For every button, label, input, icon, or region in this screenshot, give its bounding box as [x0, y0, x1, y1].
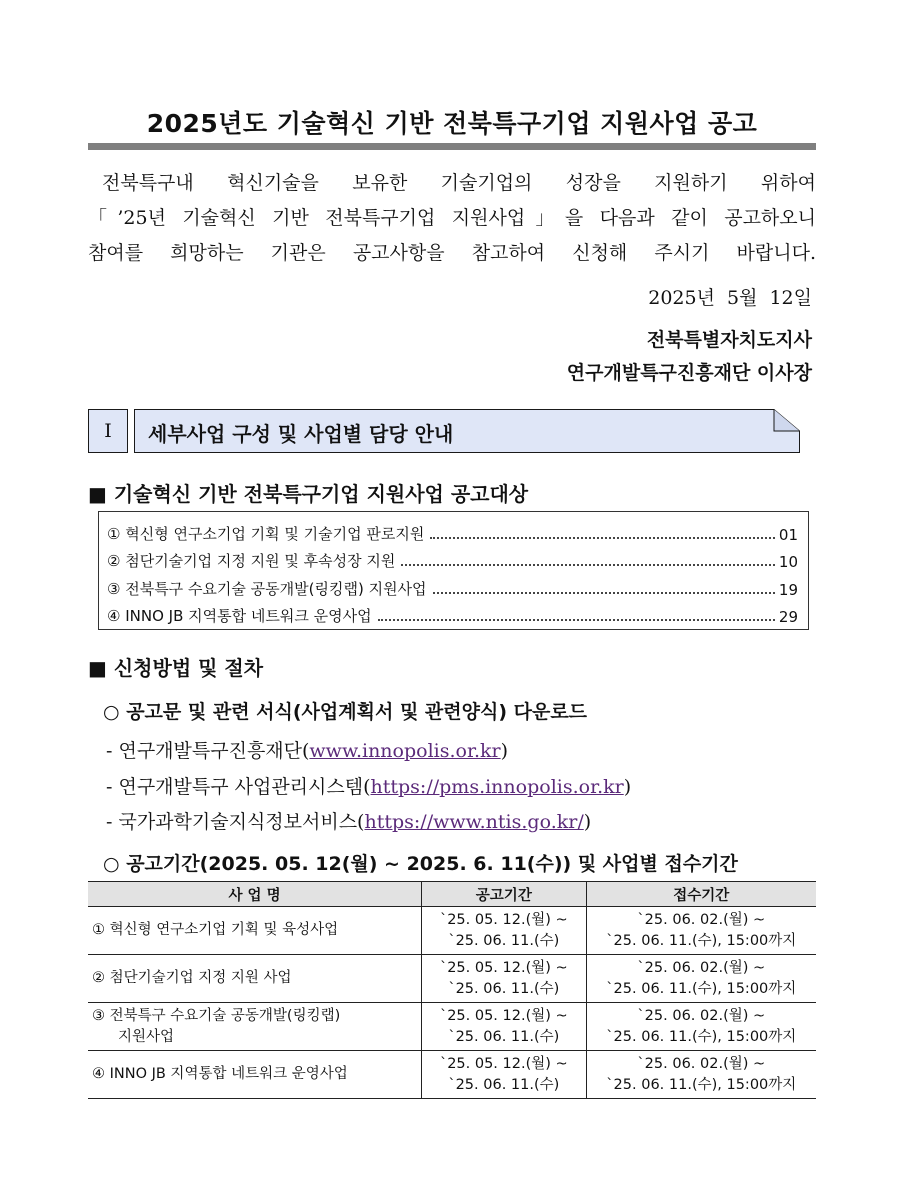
toc-row[interactable]	[107, 516, 798, 544]
toc-page-number: 01	[778, 525, 798, 544]
pms-link[interactable]: https://pms.innopolis.or.kr	[370, 776, 624, 798]
toc-row[interactable]	[107, 599, 798, 627]
table-row	[88, 1003, 816, 1051]
schedule-table	[88, 881, 816, 1099]
toc-label: ③ 전북특구 수요기술 공동개발(링킹랩) 지원사업	[107, 579, 427, 598]
intro-paragraph	[88, 166, 816, 271]
table-row	[88, 955, 816, 1003]
toc-label: ① 혁신형 연구소기업 기획 및 기술기업 판로지원	[107, 524, 425, 543]
period-end: `25. 06. 11.(수)	[448, 932, 560, 949]
announcement-period-cell	[422, 955, 587, 1003]
period-start: `25. 05. 12.(월) ~	[439, 1007, 568, 1024]
header-business-name: 사 업 명	[88, 882, 422, 907]
announcement-date: 2025년 5월 12일	[648, 287, 812, 309]
reception-period-cell	[586, 907, 816, 955]
header-announcement-period: 공고기간	[422, 882, 587, 907]
business-name: ① 혁신형 연구소기업 기획 및 육성사업	[92, 922, 339, 938]
period-end: `25. 06. 11.(수)	[448, 980, 560, 997]
intro-line-3: 참여를 희망하는 기관은 공고사항을 참고하여 신청해 주시기 바랍니다.	[88, 242, 816, 264]
link-item-pms	[106, 772, 631, 799]
announcement-period-cell	[422, 907, 587, 955]
link-prefix: - 국가과학기술지식정보서비스(	[106, 811, 365, 833]
business-name-continued: 지원사업	[118, 1028, 175, 1045]
toc-row[interactable]	[107, 544, 798, 572]
reception-period-cell	[586, 955, 816, 1003]
period-start: `25. 06. 02.(월) ~	[637, 1055, 766, 1072]
period-end: `25. 06. 11.(수), 15:00까지	[606, 932, 797, 949]
table-row	[88, 907, 816, 955]
period-start: `25. 06. 02.(월) ~	[637, 911, 766, 928]
toc-label: ④ INNO JB 지역통합 네트워크 운영사업	[107, 607, 372, 625]
period-title: ○ 공고기간(2025. 05. 12(월) ~ 2025. 6. 11(수)) 및 사업별 접수기간	[103, 853, 738, 875]
section-title: 세부사업 구성 및 사업별 담당 안내	[148, 422, 454, 446]
section-number: I	[104, 420, 112, 442]
header-reception-period: 접수기간	[586, 882, 816, 907]
period-start: `25. 06. 02.(월) ~	[637, 1007, 766, 1024]
period-start: `25. 05. 12.(월) ~	[439, 959, 568, 976]
business-name-cell	[88, 1051, 422, 1099]
toc-label: ② 첨단기술기업 지정 지원 및 후속성장 지원	[107, 552, 396, 570]
table-header-row	[88, 882, 816, 907]
intro-line-2: 「’25년 기술혁신 기반 전북특구기업 지원사업」을 다음과 같이 공고하오니	[88, 207, 816, 229]
signer-foundation-head: 연구개발특구진흥재단 이사장	[566, 362, 812, 384]
table-row	[88, 1051, 816, 1099]
business-name: ④ INNO JB 지역통합 네트워크 운영사업	[92, 1066, 348, 1082]
period-start: `25. 05. 12.(월) ~	[439, 911, 568, 928]
toc-page-number: 19	[778, 580, 798, 599]
link-prefix: - 연구개발특구진흥재단(	[106, 740, 310, 762]
business-name: ③ 전북특구 수요기술 공동개발(링킹랩)	[92, 1007, 341, 1024]
business-name: ② 첨단기술기업 지정 지원 사업	[92, 970, 292, 986]
period-end: `25. 06. 11.(수), 15:00까지	[606, 980, 797, 997]
reception-period-cell	[586, 1051, 816, 1099]
announcement-period-cell	[422, 1051, 587, 1099]
period-start: `25. 06. 02.(월) ~	[637, 959, 766, 976]
ntis-link[interactable]: https://www.ntis.go.kr/	[364, 811, 584, 833]
period-start: `25. 05. 12.(월) ~	[439, 1055, 568, 1072]
toc-page-number: 10	[778, 553, 798, 571]
innopolis-link[interactable]: www.innopolis.or.kr	[309, 740, 501, 762]
period-end: `25. 06. 11.(수)	[448, 1076, 560, 1093]
reception-period-cell	[586, 1003, 816, 1051]
period-end: `25. 06. 11.(수), 15:00까지	[606, 1076, 797, 1093]
targets-heading: ■ 기술혁신 기반 전북특구기업 지원사업 공고대상	[88, 482, 529, 506]
section-number-box	[88, 409, 128, 453]
procedure-heading: ■ 신청방법 및 절차	[88, 656, 264, 680]
signer-governor: 전북특별자치도지사	[646, 329, 812, 351]
targets-toc-box	[98, 511, 809, 630]
period-end: `25. 06. 11.(수), 15:00까지	[606, 1028, 797, 1045]
business-name-cell	[88, 955, 422, 1003]
business-name-cell	[88, 1003, 422, 1051]
toc-leader-dots	[378, 619, 775, 621]
toc-leader-dots	[401, 564, 775, 566]
toc-leader-dots	[433, 592, 775, 594]
link-suffix: )	[500, 740, 509, 762]
link-item-ntis	[106, 807, 591, 834]
toc-page-number: 29	[778, 608, 798, 626]
link-suffix: )	[583, 811, 592, 833]
toc-leader-dots	[430, 537, 775, 539]
link-prefix: - 연구개발특구 사업관리시스템(	[106, 776, 371, 798]
intro-line-1: 전북특구내 혁신기술을 보유한 기술기업의 성장을 지원하기 위하여	[102, 172, 816, 194]
download-title: ○ 공고문 및 관련 서식(사업계획서 및 관련양식) 다운로드	[103, 701, 588, 723]
link-item-innopolis	[106, 736, 508, 763]
announcement-period-cell	[422, 1003, 587, 1051]
page-title: 2025년도 기술혁신 기반 전북특구기업 지원사업 공고	[146, 109, 758, 138]
title-underline	[88, 143, 816, 150]
link-suffix: )	[623, 776, 632, 798]
period-end: `25. 06. 11.(수)	[448, 1028, 560, 1045]
toc-row[interactable]	[107, 571, 798, 599]
business-name-cell	[88, 907, 422, 955]
